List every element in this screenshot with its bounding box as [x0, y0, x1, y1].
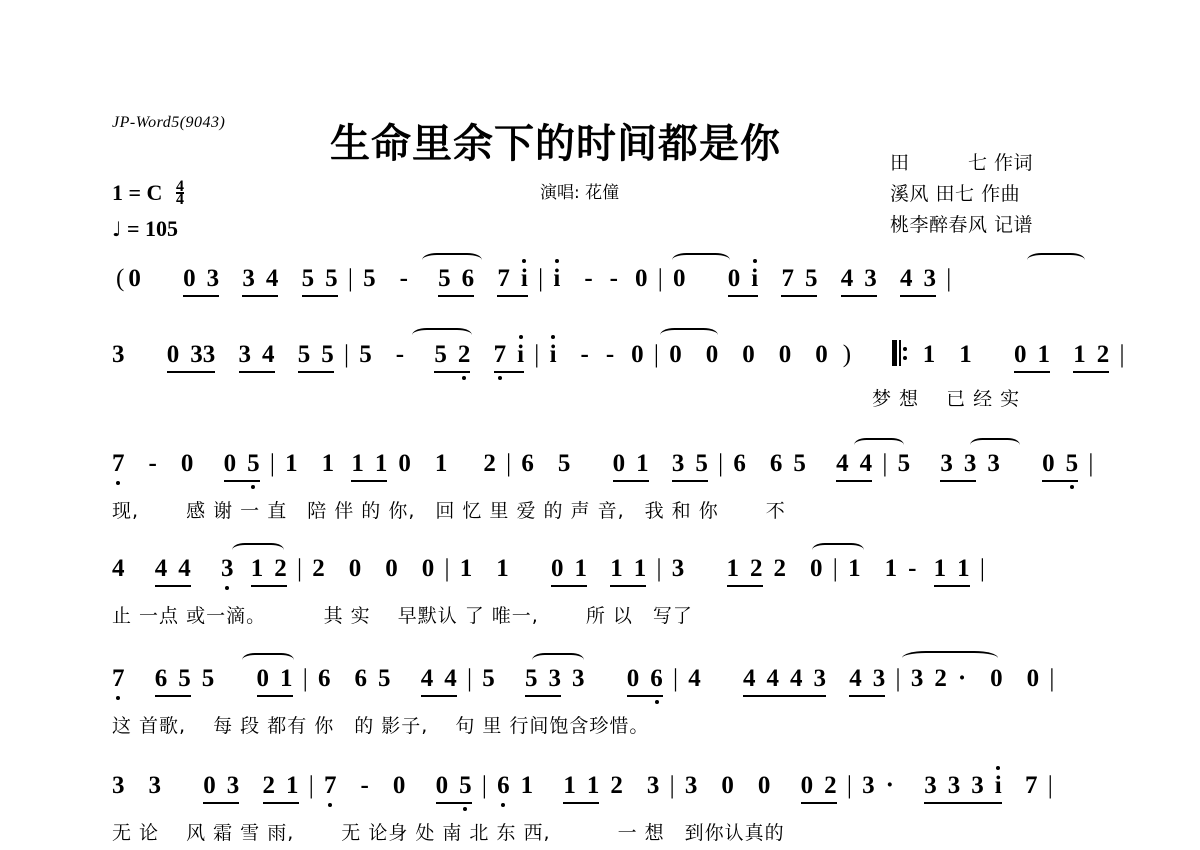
credits-block: [890, 148, 1033, 241]
tie-slur: [1027, 253, 1085, 267]
tie-slur: [854, 438, 904, 452]
lyrics-line-2: 梦 想 已 经 实: [872, 388, 1021, 410]
tie-slur: [422, 253, 482, 267]
key-signature: [112, 177, 184, 208]
tie-slur: [672, 253, 730, 267]
score-row-4: [112, 555, 1092, 627]
notation-line-3: 7 - 0 0 5 | 1 1 1 1 0 1 2 | 6 5 0 1 3 5 | 6 6 5 4 4 | 5 3 3 3 0 5 |: [112, 450, 1092, 484]
score-row-6: [112, 772, 1092, 844]
score-row-2: [112, 340, 1125, 410]
notation-line-2: 3 0 33 3 4 5 5 | 5 - 5 2 7 i | i - - 0 | 0 0 0 0 0 ) 1 1 0 1 1 2 |: [112, 340, 1092, 374]
tempo-marking: [112, 216, 178, 242]
transcriber-credit: 桃李醉春风 记谱: [890, 214, 1034, 236]
key-label: 1 = C: [112, 180, 163, 205]
tie-slur: [242, 653, 294, 667]
composer-credit: 溪风 田七 作曲: [890, 183, 1021, 205]
tie-slur: [412, 328, 472, 342]
notation-line-6: 3 3 0 3 2 1 | 7 - 0 0 5 | 6 1 1 1 2 3 | 3 0 0 0 2 | 3 · 3 3 3 i 7 |: [112, 772, 1092, 806]
tie-slur: [532, 653, 584, 667]
lyrics-line-3: 现, 感 谢 一 直 陪 伴 的 你, 回 忆 里 爱 的 声 音, 我 和 你 不: [112, 500, 786, 522]
repeat-start-icon: [892, 340, 906, 366]
tie-slur: [970, 438, 1020, 452]
time-signature-denominator: 4: [175, 190, 184, 208]
score-row-5: [112, 665, 1092, 737]
tempo-value: = 105: [126, 216, 178, 241]
singer-credit: 演唱: 花僮: [540, 183, 620, 203]
time-signature: [175, 177, 184, 208]
lyrics-line-4: 止 一点 或一滴。 其 实 早默认 了 唯一, 所 以 写了: [112, 605, 693, 627]
notation-line-5: 7 6 5 5 0 1 | 6 6 5 4 4 | 5 5 3 3 0 6 | 4 4 4 4 3 4 3 | 3 2 · 0 0 |: [112, 665, 1092, 699]
tie-slur: [902, 651, 998, 665]
document-code: JP-Word5(9043): [112, 114, 226, 131]
notation-line-1: ( 0 0 3 3 4 5 5 | 5 - 5 6 7 i | i - - 0 | 0 0 i 7 5 4 3 4 3 |: [112, 265, 1092, 299]
score-row-1: [112, 265, 1092, 299]
tie-slur: [660, 328, 718, 342]
tie-slur: [812, 543, 864, 557]
lyricist-credit: 田 七 作词: [890, 152, 1034, 174]
lyrics-line-5: 这 首歌, 每 段 都有 你 的 影子, 句 里 行间饱含珍惜。: [112, 715, 650, 737]
lyrics-line-6: 无 论 风 霜 雪 雨, 无 论身 处 南 北 东 西, 一 想 到你认真的: [112, 822, 785, 844]
song-title: 生命里余下的时间都是你: [330, 121, 781, 167]
quarter-note-icon: ♩: [112, 217, 122, 241]
tie-slur: [232, 543, 284, 557]
score-row-3: [112, 450, 1092, 522]
notation-line-4: 4 4 4 3 1 2 | 2 0 0 0 | 1 1 0 1 1 1 | 3 1 2 2 0 | 1 1 - 1 1 |: [112, 555, 1092, 589]
time-signature-numerator: 4: [175, 177, 184, 195]
